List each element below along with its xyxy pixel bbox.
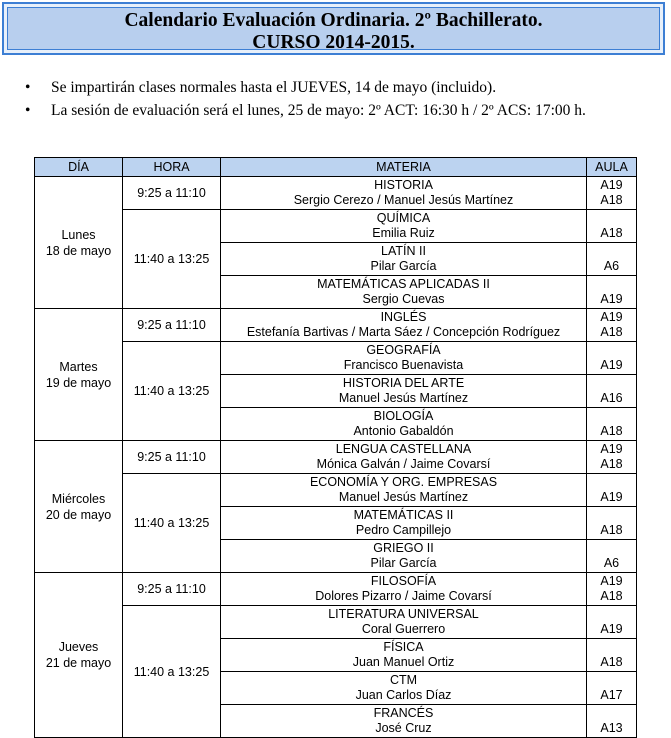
subject-cell xyxy=(221,474,587,507)
exam-calendar-table xyxy=(34,157,637,738)
room-secondary: A18 xyxy=(600,655,623,669)
subject-teacher: Juan Manuel Ortiz xyxy=(352,655,455,669)
subject-name: FÍSICA xyxy=(383,640,424,654)
subject-cell xyxy=(221,177,587,210)
room-cell xyxy=(587,309,637,342)
room-cell xyxy=(587,639,637,672)
subject-teacher: Sergio Cuevas xyxy=(362,292,445,306)
room-secondary: A16 xyxy=(600,391,623,405)
subject-name: HISTORIA xyxy=(374,178,433,192)
room-cell xyxy=(587,375,637,408)
subject-name: MATEMÁTICAS APLICADAS II xyxy=(317,277,490,291)
table-row xyxy=(35,606,637,639)
subject-name: INGLÉS xyxy=(380,310,427,324)
table-row xyxy=(35,474,637,507)
room-primary xyxy=(587,673,636,688)
subject-cell xyxy=(221,705,587,738)
hour-cell: 9:25 a 11:10 xyxy=(123,441,221,474)
room-primary: A19 xyxy=(600,178,623,192)
subject-name: BIOLOGÍA xyxy=(373,409,434,423)
subject-name: QUÍMICA xyxy=(376,211,431,225)
subject-teacher: Antonio Gabaldón xyxy=(353,424,454,438)
subject-teacher: Estefanía Bartivas / Marta Sáez / Concepción Rodríguez xyxy=(246,325,561,339)
subject-teacher: Sergio Cerezo / Manuel Jesús Martínez xyxy=(293,193,514,207)
subject-teacher: Pilar García xyxy=(370,259,437,273)
room-cell xyxy=(587,507,637,540)
room-primary xyxy=(587,376,636,391)
room-primary xyxy=(587,541,636,556)
room-secondary: A19 xyxy=(600,358,623,372)
table-row xyxy=(35,309,637,342)
table-header-row xyxy=(35,158,637,177)
room-cell xyxy=(587,243,637,276)
room-primary xyxy=(587,277,636,292)
column-header-day: DÍA xyxy=(35,158,123,177)
subject-cell xyxy=(221,210,587,243)
subject-teacher: Dolores Pizarro / Jaime Covarsí xyxy=(315,589,492,603)
subject-teacher: Juan Carlos Díaz xyxy=(355,688,452,702)
day-name: Martes xyxy=(59,359,98,374)
page-title: Calendario Evaluación Ordinaria. 2º Bachillerato. xyxy=(124,10,543,31)
room-primary xyxy=(587,211,636,226)
room-primary: A19 xyxy=(600,574,623,588)
subject-cell xyxy=(221,243,587,276)
room-secondary: A17 xyxy=(600,688,623,702)
room-secondary: A18 xyxy=(600,523,623,537)
room-primary xyxy=(587,475,636,490)
room-secondary: A18 xyxy=(600,457,623,471)
notes-list xyxy=(22,76,586,122)
note-item: • Se impartirán clases normales hasta el JUEVES, 14 de mayo (incluido). xyxy=(22,76,586,99)
note-item: • La sesión de evaluación será el lunes, 25 de mayo: 2º ACT: 16:30 h / 2º ACS: 17:00 h. xyxy=(22,99,586,122)
room-cell xyxy=(587,474,637,507)
table-row xyxy=(35,573,637,606)
day-date: 19 de mayo xyxy=(45,375,112,390)
subject-name: LENGUA CASTELLANA xyxy=(335,442,472,456)
subject-name: GEOGRAFÍA xyxy=(366,343,441,357)
title-banner xyxy=(7,7,660,53)
subject-teacher: Manuel Jesús Martínez xyxy=(338,391,469,405)
room-cell xyxy=(587,540,637,573)
subject-cell xyxy=(221,276,587,309)
column-header-hour: HORA xyxy=(123,158,221,177)
day-name: Miércoles xyxy=(51,491,106,506)
room-cell xyxy=(587,408,637,441)
subject-cell xyxy=(221,309,587,342)
subject-cell xyxy=(221,606,587,639)
room-primary: A19 xyxy=(600,310,623,324)
room-secondary: A18 xyxy=(600,325,623,339)
table-row xyxy=(35,342,637,375)
room-secondary: A18 xyxy=(600,226,623,240)
hour-cell: 9:25 a 11:10 xyxy=(123,177,221,210)
room-secondary: A6 xyxy=(603,556,620,570)
day-cell xyxy=(35,177,123,309)
column-header-room: AULA xyxy=(587,158,637,177)
room-cell xyxy=(587,441,637,474)
room-primary xyxy=(587,409,636,424)
column-header-subject: MATERIA xyxy=(221,158,587,177)
title-box xyxy=(2,2,665,55)
subject-name: HISTORIA DEL ARTE xyxy=(342,376,465,390)
room-cell xyxy=(587,177,637,210)
room-primary: A19 xyxy=(600,442,623,456)
room-primary xyxy=(587,244,636,259)
subject-cell xyxy=(221,540,587,573)
day-name: Jueves xyxy=(58,640,99,654)
room-secondary: A18 xyxy=(600,424,623,438)
table-row xyxy=(35,177,637,210)
room-secondary: A6 xyxy=(603,259,620,273)
table-row xyxy=(35,210,637,243)
subject-teacher: Coral Guerrero xyxy=(361,622,446,636)
course-title: CURSO 2014-2015. xyxy=(252,32,415,53)
day-date: 20 de mayo xyxy=(45,507,112,522)
hour-cell: 11:40 a 13:25 xyxy=(123,474,221,573)
room-cell xyxy=(587,573,637,606)
room-primary xyxy=(587,343,636,358)
hour-cell: 11:40 a 13:25 xyxy=(123,606,221,738)
room-cell xyxy=(587,276,637,309)
day-date: 18 de mayo xyxy=(45,243,112,258)
room-cell xyxy=(587,210,637,243)
subject-cell xyxy=(221,639,587,672)
subject-cell xyxy=(221,375,587,408)
subject-name: FILOSOFÍA xyxy=(370,574,437,588)
room-secondary: A19 xyxy=(600,622,623,636)
subject-name: LITERATURA UNIVERSAL xyxy=(328,607,479,621)
hour-cell: 9:25 a 11:10 xyxy=(123,309,221,342)
day-cell xyxy=(35,573,123,738)
room-cell xyxy=(587,705,637,738)
subject-name: GRIEGO II xyxy=(373,541,434,555)
room-secondary: A18 xyxy=(600,589,623,603)
hour-cell: 11:40 a 13:25 xyxy=(123,210,221,309)
subject-cell xyxy=(221,672,587,705)
subject-teacher: Manuel Jesús Martínez xyxy=(338,490,469,504)
room-secondary: A13 xyxy=(600,721,623,735)
room-secondary: A19 xyxy=(600,490,623,504)
subject-cell xyxy=(221,408,587,441)
room-primary xyxy=(587,508,636,523)
room-cell xyxy=(587,342,637,375)
subject-name: FRANCÉS xyxy=(373,706,434,720)
subject-teacher: Francisco Buenavista xyxy=(343,358,464,372)
subject-cell xyxy=(221,342,587,375)
subject-teacher: José Cruz xyxy=(375,721,432,735)
room-secondary: A18 xyxy=(600,193,623,207)
hour-cell: 11:40 a 13:25 xyxy=(123,342,221,441)
day-date: 21 de mayo xyxy=(45,656,112,670)
subject-teacher: Emilia Ruiz xyxy=(372,226,435,240)
hour-cell: 9:25 a 11:10 xyxy=(123,573,221,606)
subject-cell xyxy=(221,441,587,474)
day-cell xyxy=(35,309,123,441)
subject-teacher: Pilar García xyxy=(370,556,437,570)
subject-cell xyxy=(221,573,587,606)
subject-name: CTM xyxy=(389,673,418,687)
room-primary xyxy=(587,640,636,655)
subject-name: MATEMÁTICAS II xyxy=(353,508,454,522)
day-cell xyxy=(35,441,123,573)
room-primary xyxy=(587,607,636,622)
room-primary xyxy=(587,706,636,721)
table-row xyxy=(35,441,637,474)
room-cell xyxy=(587,606,637,639)
room-cell xyxy=(587,672,637,705)
room-secondary: A19 xyxy=(600,292,623,306)
subject-name: LATÍN II xyxy=(381,244,426,258)
subject-name: ECONOMÍA Y ORG. EMPRESAS xyxy=(309,475,498,489)
subject-teacher: Mónica Galván / Jaime Covarsí xyxy=(316,457,491,471)
day-name: Lunes xyxy=(61,227,96,242)
subject-teacher: Pedro Campillejo xyxy=(355,523,452,537)
subject-cell xyxy=(221,507,587,540)
table-body xyxy=(35,177,637,738)
